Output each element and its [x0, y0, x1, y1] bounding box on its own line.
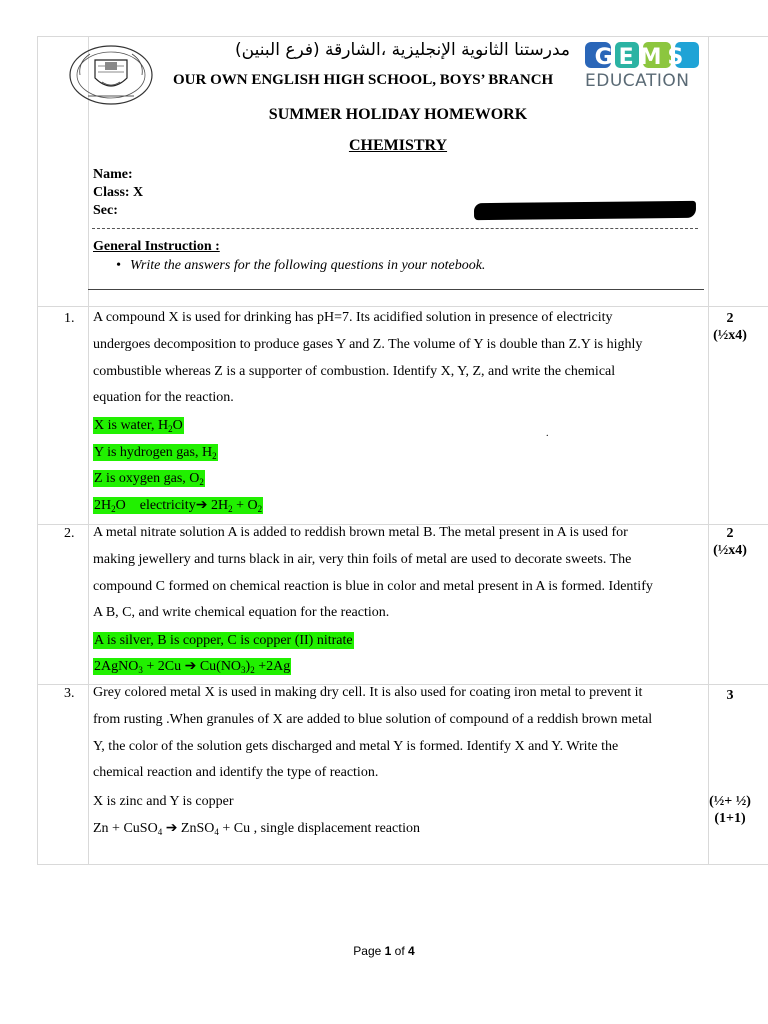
table-column-divider [708, 36, 709, 864]
of-word: of [394, 944, 405, 958]
answer-highlight: Z is oxygen gas, $O_2$ [94, 471, 204, 487]
question-line: Grey colored metal X is used in making dry cell. It is also used for coating iron metal to prevent it [93, 685, 643, 700]
question-line: equation for the reaction. [93, 390, 234, 406]
question-line: A compound X is used for drinking has pH=7. Its acidified solution in presence of electricity [93, 310, 613, 325]
answer-line [93, 444, 218, 462]
arrow-icon: ➔ [165, 821, 178, 836]
question-text [93, 680, 701, 787]
question-text [93, 520, 701, 627]
answer-highlight: 2AgNO$_3$ + 2Cu ➔ $Cu(NO_3)_2 +2Ag$ [94, 659, 291, 675]
gems-logo [585, 40, 701, 70]
bullet-icon: • [116, 258, 121, 273]
marks-value: 3 [726, 688, 734, 703]
page-word: Page [353, 944, 382, 958]
header-separator [88, 289, 704, 290]
answer-line: X is zinc and Y is copper [93, 794, 234, 809]
question-line: compound C formed on chemical reaction is blue in color and metal present in A is formed. Identify [93, 578, 653, 594]
question-line: Y, the color of the solution gets discharged and metal Y is formed. Identify X and Y. Write the [93, 738, 619, 754]
general-instruction-title: General Instruction : [93, 239, 220, 254]
answer-line [93, 417, 184, 435]
answer-equation [93, 497, 263, 515]
question-line: A B, C, and write chemical equation for the reaction. [93, 605, 390, 621]
marks-breakdown: (½+ ½) [709, 794, 751, 809]
subject-title: CHEMISTRY [348, 137, 448, 154]
question-number: 2. [64, 526, 75, 541]
table-column-divider [88, 36, 89, 864]
page-total: 4 [408, 944, 415, 958]
class-field-label: Class: X [93, 185, 144, 200]
answer-equation [93, 658, 291, 676]
page-footer [0, 944, 768, 958]
question-line: A metal nitrate solution A is added to reddish brown metal B. The metal present in A is used for [93, 525, 628, 540]
table-top-border [37, 36, 768, 37]
question-number: 3. [64, 686, 75, 701]
question-line: from rusting .When granules of X are added to blue solution of compound of a reddish brown metal [93, 711, 653, 727]
marks-value: 2 [726, 526, 734, 541]
question-line: combustible whereas Z is a supporter of combustion. Identify X, Y, Z, and write the chemical [93, 363, 616, 379]
table-left-border [37, 36, 38, 864]
marks-breakdown: (1+1) [714, 811, 746, 826]
marks-breakdown: (½x4) [713, 328, 747, 343]
marks-value: 2 [726, 311, 734, 326]
arrow-icon: ➔ [195, 498, 208, 513]
arrow-icon: ➔ [184, 659, 197, 674]
question-text [93, 305, 701, 412]
school-crest-icon [68, 44, 154, 106]
school-name: OUR OWN ENGLISH HIGH SCHOOL, BOYS’ BRANCH [173, 72, 554, 88]
question-number: 1. [64, 311, 75, 326]
answer-highlight: A is silver, B is copper, C is copper (II) nitrate [94, 633, 353, 648]
question-line: undergoes decomposition to produce gases Y and Z. The volume of Y is double than Z.Y is highly [93, 336, 643, 352]
homework-title: SUMMER HOLIDAY HOMEWORK [268, 106, 528, 123]
instruction-item [117, 258, 485, 274]
answer-highlight: Y is hydrogen gas, $H_2$ [94, 445, 217, 461]
gems-logo-subtext: EDUCATION [585, 71, 690, 91]
answer-line [93, 470, 205, 488]
stray-dot: . [546, 428, 549, 439]
table-bottom-border [37, 864, 768, 865]
question-line: making jewellery and turns black in air, very thin foils of metal are used to decorate sweets. The [93, 551, 632, 567]
marks-breakdown: (½x4) [713, 543, 747, 558]
page-current: 1 [384, 944, 392, 958]
answer-equation: Zn + CuSO$_4$ ➔ ZnSO$_4$ + Cu , single displacement reaction [93, 821, 420, 837]
answer-highlight: $2H_2O$ electricity➔ $2H_2 + O_2$ [94, 498, 263, 514]
answer-highlight: X is water, $H_2O$ [94, 418, 183, 434]
question-line: chemical reaction and identify the type of reaction. [93, 765, 379, 781]
redaction-mark [474, 201, 696, 220]
school-name-arabic: مدرستنا الثانوية الإنجليزية ،الشارقة (فرع البنين) [235, 40, 570, 60]
name-field-label: Name: [93, 167, 133, 182]
instruction-text: Write the answers for the following questions in your notebook. [130, 258, 486, 273]
gems-logo-text: GEMS [594, 45, 690, 70]
dashed-separator [92, 228, 698, 229]
sec-field-label: Sec: [93, 203, 118, 218]
answer-line [93, 632, 354, 650]
